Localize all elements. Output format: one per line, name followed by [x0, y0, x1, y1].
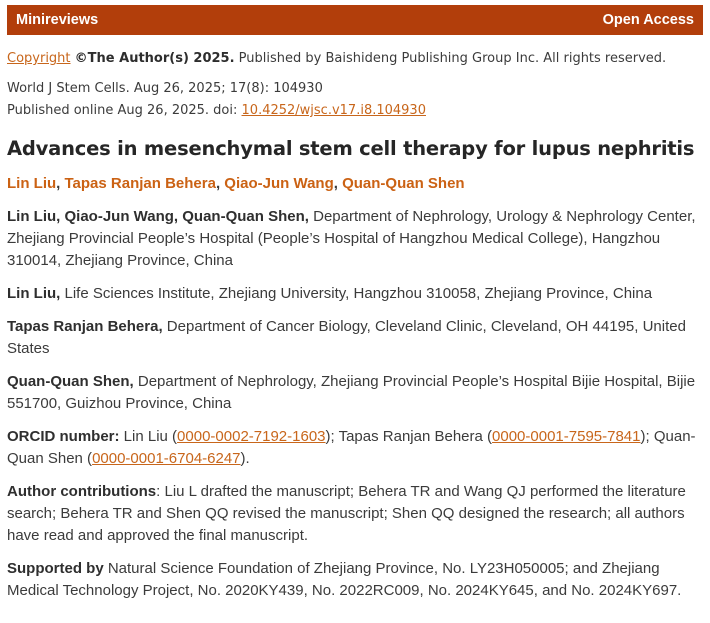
supported-by	[7, 558, 703, 602]
doi-link[interactable]: 10.4252/wjsc.v17.i8.104930	[241, 103, 426, 118]
supported-by-label: Supported by	[7, 560, 104, 577]
published-prefix: Published online Aug 26, 2025. doi:	[7, 103, 238, 118]
journal-banner	[7, 5, 703, 35]
author-separator: ,	[56, 175, 61, 192]
orcid-id-link[interactable]: 0000-0001-7595-7841	[492, 428, 641, 445]
author-name: Tapas Ranjan Behera	[64, 175, 216, 192]
affiliation-text: Life Sciences Institute, Zhejiang University, Hangzhou 310058, Zhejiang Province, China	[64, 285, 653, 302]
author-contributions-text: : Liu L drafted the manuscript; Behera TR and Wang QJ performed the literature search; Behera TR and Shen QQ revised the manuscript; Shen QQ designed the research; all authors have read and approved the final manuscript.	[7, 483, 686, 544]
affiliation	[7, 371, 703, 415]
affiliation	[7, 283, 703, 305]
author-contributions	[7, 481, 703, 547]
copyright-line	[7, 48, 703, 70]
orcid-entry-separator: );	[640, 428, 650, 445]
orcid-entry-name: Quan-Quan Shen (	[7, 428, 696, 467]
journal-citation	[7, 78, 703, 100]
orcid-id-link[interactable]: 0000-0002-7192-1603	[177, 428, 326, 445]
orcid-entry-name: Tapas Ranjan Behera (	[338, 428, 493, 445]
journal-citation-text: World J Stem Cells. Aug 26, 2025; 17(8): 104930	[7, 81, 323, 96]
author-separator: ,	[215, 175, 221, 192]
copyright-rest: Published by Baishideng Publishing Group Inc. All rights reserved.	[238, 51, 667, 66]
orcid-id-link[interactable]: 0000-0001-6704-6247	[92, 450, 241, 467]
affiliation-text: Department of Nephrology, Zhejiang Provincial People’s Hospital Bijie Hospital, Bijie 551700, Guizhou Province, China	[7, 373, 696, 412]
supported-by-text: Natural Science Foundation of Zhejiang Province, No. LY23H050005; and Zhejiang Medical Technology Project, No. 2020KY439, No. 2022RC009, No. 2024KY645, and No. 2024KY697.	[7, 560, 682, 599]
author-contributions-label: Author contributions	[7, 483, 157, 500]
affiliation	[7, 316, 703, 360]
published-line	[7, 100, 703, 122]
article-title: Advances in mesenchymal stem cell therapy for lupus nephritis	[7, 137, 695, 160]
affiliation-authors: Quan-Quan Shen,	[7, 373, 134, 390]
copyright-authors-bold: ©The Author(s) 2025.	[74, 51, 235, 66]
affiliation-authors: Lin Liu,	[7, 285, 61, 302]
orcid-entry-name: Lin Liu (	[123, 428, 178, 445]
orcid-entry-separator: ).	[240, 450, 250, 467]
affiliation-text: Department of Cancer Biology, Cleveland Clinic, Cleveland, OH 44195, United States	[7, 318, 686, 357]
author-name: Lin Liu	[7, 175, 57, 192]
author-list	[7, 175, 703, 192]
affiliation-authors: Tapas Ranjan Behera,	[7, 318, 163, 335]
affiliation-authors: Lin Liu, Qiao-Jun Wang, Quan-Quan Shen,	[7, 208, 309, 225]
affiliation-text: Department of Nephrology, Urology & Nephrology Center, Zhejiang Provincial People’s Hospital (People’s Hospital of Hangzhou Medical College), Hangzhou 310014, Zhejiang Province, China	[7, 208, 696, 269]
orcid-label: ORCID number:	[7, 428, 120, 445]
affiliation	[7, 206, 703, 272]
open-access-label: Open Access	[602, 12, 694, 28]
orcid-entry-separator: );	[325, 428, 335, 445]
copyright-link[interactable]: Copyright	[7, 51, 71, 66]
article-type-label: Minireviews	[16, 12, 99, 28]
orcid-line	[7, 426, 703, 470]
author-separator: ,	[333, 175, 338, 192]
author-name: Quan-Quan Shen	[342, 175, 465, 192]
author-name: Qiao-Jun Wang	[224, 175, 334, 192]
